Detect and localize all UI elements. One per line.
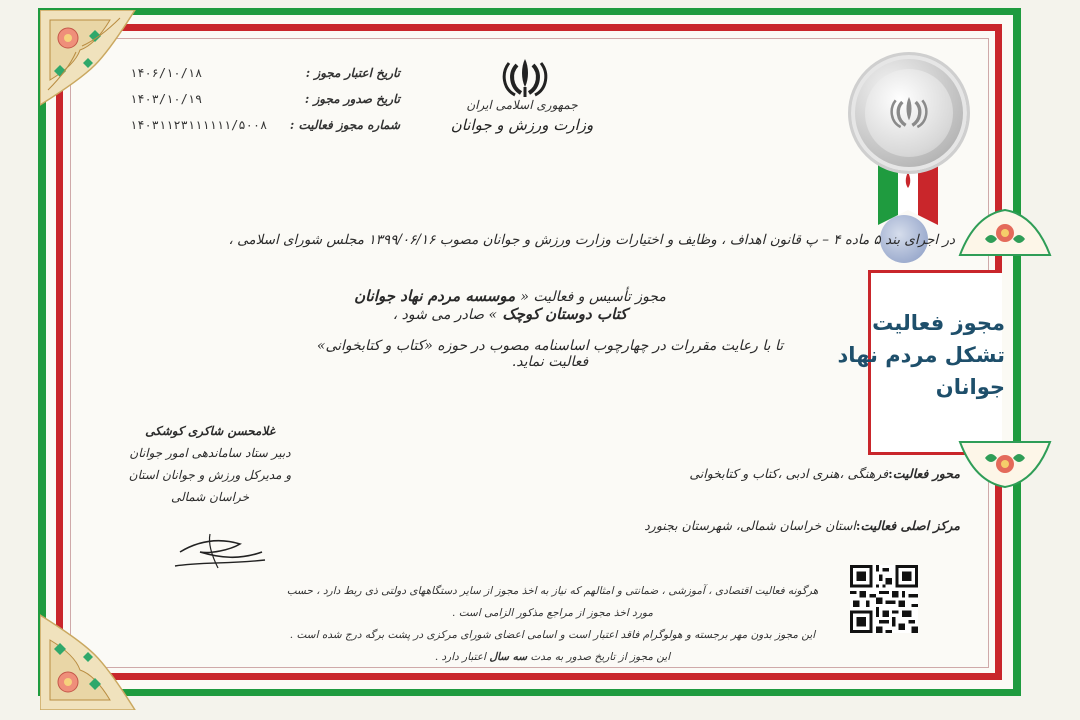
corner-ornament-bottom-left bbox=[40, 600, 150, 710]
signature-mark bbox=[170, 530, 270, 575]
silver-seal bbox=[848, 52, 970, 174]
activity-center-value: استان خراسان شمالی، شهرستان بجنورد bbox=[644, 517, 856, 533]
seal-center bbox=[865, 69, 953, 157]
signatory-role-2: و مدیرکل ورزش و جوانان استان خراسان شمالی bbox=[128, 468, 292, 504]
activity-axis-value: فرهنگی ،هنری ادبی ،کتاب و کتابخوانی bbox=[689, 465, 889, 481]
country-name: جمهوری اسلامی ایران bbox=[466, 98, 578, 112]
activity-center-colon: : bbox=[855, 517, 861, 533]
title-line-2: تشکل مردم نهاد bbox=[837, 343, 1005, 367]
activity-axis-row bbox=[690, 458, 960, 488]
statement-prefix: مجوز تأسیس و فعالیت « bbox=[520, 289, 666, 305]
qr-code-icon[interactable] bbox=[850, 565, 918, 633]
footer-line-3 bbox=[285, 646, 820, 668]
legal-basis-text: در اجرای بند ۵ ماده ۴ – پ قانون اهداف ، وظایف و اختیارات وزارت ورزش و جوانان مصوب ۱۳۹۹/۰۶/۱۶ مجلس شورای اسلامی ، bbox=[228, 232, 955, 248]
signatory-block bbox=[120, 420, 300, 508]
activity-center-label: مرکز اصلی فعالیت bbox=[860, 517, 960, 533]
signatory-name: غلامحسن شاکری کوشکی bbox=[145, 424, 275, 438]
license-number-value: ۱۴۰۳۱۱۲۳۱۱۱۱۱۱/۵۰۰۸ bbox=[130, 118, 268, 132]
institution-name: موسسه مردم نهاد جوانان کتاب دوستان کوچک bbox=[354, 287, 628, 323]
issue-date-value: ۱۴۰۳/۱۰/۱۹ bbox=[130, 92, 203, 106]
statement-suffix: » صادر می شود ، bbox=[392, 307, 498, 323]
info-row-number bbox=[130, 112, 400, 138]
flower-ornament-bottom bbox=[955, 440, 1055, 492]
issue-date-label: تاریخ صدور مجوز : bbox=[304, 92, 400, 106]
info-row-issue bbox=[130, 86, 400, 112]
info-row-validity bbox=[130, 60, 400, 86]
iran-emblem-icon bbox=[495, 55, 555, 99]
footer-line-3-c: اعتبار دارد . bbox=[434, 651, 490, 663]
certificate-title bbox=[830, 307, 1005, 403]
seal-emblem-icon bbox=[884, 93, 934, 131]
activity-center-row bbox=[644, 510, 960, 540]
scope-text: تا با رعایت مقررات در چهارچوب اساسنامه مصوب در حوزه «کتاب و کتابخوانی» فعالیت نماید. bbox=[316, 338, 784, 370]
license-statement bbox=[340, 287, 680, 323]
title-line-3: جوانان bbox=[935, 375, 1005, 399]
issuing-organization bbox=[432, 98, 612, 134]
footer-line-3-a: این مجوز از تاریخ صدور به مدت bbox=[527, 651, 671, 663]
ministry-name: وزارت ورزش و جوانان bbox=[450, 116, 594, 134]
activity-details bbox=[644, 458, 960, 562]
footer-line-2: این مجوز بدون مهر برجسته و هولوگرام فاقد اعتبار است و اسامی اعضای شورای مرکزی در پشت برگه درج شده است . bbox=[289, 629, 816, 641]
license-number-label: شماره مجوز فعالیت : bbox=[289, 118, 400, 132]
footer-notes bbox=[285, 580, 820, 668]
license-info bbox=[130, 60, 400, 138]
footer-line-1: هرگونه فعالیت اقتصادی ، آموزشی ، ضمانتی و امثالهم که نیاز به اخذ مجوز از سایر دستگاههای دولتی ذی ربط دارد ، حسب مورد اخذ مجوز از مراجع مذکور الزامی است . bbox=[286, 585, 819, 619]
signatory-role-1: دبیر ستاد ساماندهی امور جوانان bbox=[129, 446, 291, 460]
activity-axis-label: محور فعالیت bbox=[892, 465, 960, 481]
activity-axis-colon: : bbox=[888, 465, 893, 481]
validity-date-label: تاریخ اعتبار مجوز : bbox=[305, 66, 400, 80]
title-line-1: مجوز فعالیت bbox=[872, 311, 1005, 335]
validity-date-value: ۱۴۰۶/۱۰/۱۸ bbox=[130, 66, 203, 80]
validity-period: سه سال bbox=[489, 651, 528, 663]
